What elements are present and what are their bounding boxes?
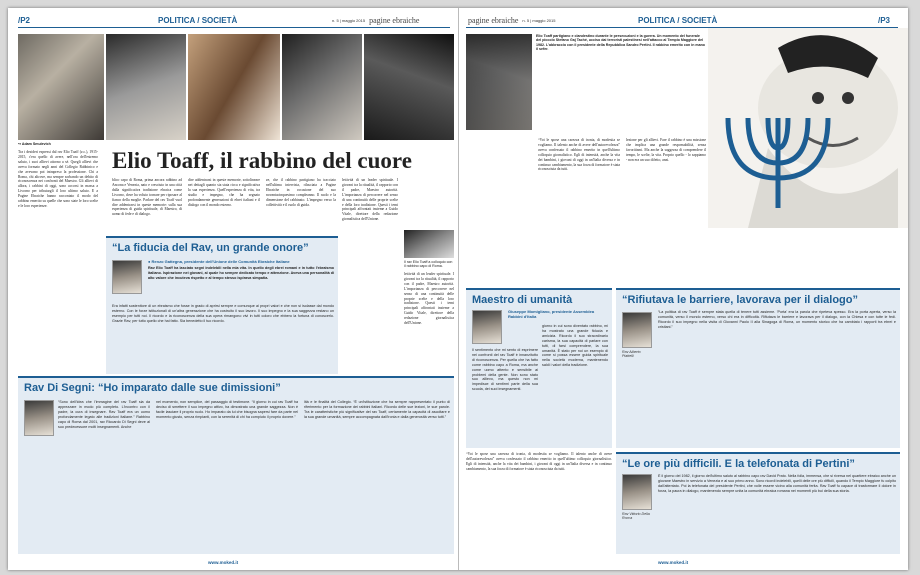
box-dellarocca-title: “Le ore più difficili. E la telefonata di Pertini” [622, 458, 855, 470]
article-intro-col1: Tra i desideri espressi dal rav Elio Toaff (z.c.), 1915-2015, c'era quello di avere, nell'ora dell'estremo saluto, i suoi allievi attorno a sé. Quegli allievi che aveva formato negli anni del Collegio Rabbinico e che avevano poi intrapreso la professione. Chi a Roma, chi altrove, ma sempre sorbando un debito di riconoscenza nei confronti del Maestro. Gli allievi di allora, i rabbini di oggi, sono accorsi in massa a Livorno per tributargli il loro ultimo saluto. E a Pagine Ebraiche hanno raccontato il modo del rabbino emerito su quelle che sono state le loro scelte e le loro esperienze. [18, 150, 98, 208]
left-footer-url[interactable]: www.moked.it [208, 560, 239, 565]
photo-toaff-hat [282, 34, 362, 140]
photo-toaff-portrait [106, 34, 186, 140]
inset-photo [404, 230, 454, 258]
article-title: Elio Toaff, il rabbino del cuore [112, 148, 412, 173]
menorah-illustration-icon [708, 28, 908, 228]
inset-photo-caption: Il rav Elio Toaff a colloquio con il rabbino capo di Roma. [404, 260, 453, 269]
right-footer-url[interactable]: www.moked.it [658, 560, 689, 565]
right-photo-caption: Elio Toaff partigiano e clandestino durante le persecuzioni e la guerra. Un momento del funerale del piccolo Stefano Gaj Taché, ucciso dai terroristi palestinesi nell'attacco al Tempio Maggiore del 1982. L'abbraccio con il presidente della Repubblica Sandro Pertini. Il rabbino emerito con in mano il sefer. [536, 34, 706, 52]
portrait-disegni [24, 400, 54, 436]
right-page-number: /P3 [878, 15, 891, 25]
portrait-gattegna [112, 260, 142, 294]
box-momigliano-byline: Giuseppe Momigliano, presidente Assemblea Rabbini d'Italia [508, 309, 595, 319]
portrait-momigliano [472, 310, 502, 344]
portrait-piattelli [622, 312, 652, 348]
page-spine [458, 8, 459, 570]
left-page-number: /P2 [18, 15, 31, 25]
right-masthead: pagine ebraiche n. 5 | maggio 2015 [468, 15, 556, 25]
box-piattelli-body: “La politica di rav Toaff è sempre stata quella di tenere tutti assieme. 'Porta' era la parola che ripeteva spesso. Era la porta aperta, verso la comunità, verso il mondo esterno, verso chi era in difficoltà. Rifiutava le barriere e lavorava per il dialogo, con la Chiesa e con tutte le fedi. Ricordo il suo impegno nella visita di Giovanni Paolo II alla Sinagoga di Roma, un momento storico che ha cambiato i rapporti tra ebrei e cristiani.” [658, 310, 896, 329]
right-col-b: lezione per gli allievi. Fare il rabbino è una missione che implica una grande responsabilità, senza favoritismi. Ma anche la saggezza di comprendere il tempo, le scelte, la vita. Proprio quello - lo sappiamo - non era un suo difetto, anzi. [626, 138, 706, 162]
right-col-a: “Voi le spose una carezza di ironia, di modestia se vogliamo. Il talento anche di avere dell'autorevolezza” aveva confessato il rabbino emerito in quell'ultimo colloquio giornalistico. Egli di intensità, anche la vita dei bambini, i giovani di oggi in un'Italia diversa e in continuo cambiamento, la sua forza di formatore è stata riconosciuta da tutti. [538, 138, 620, 172]
box-disegni-col1: “Sono dell'idea che l'immagine del rav Toaff sia da apprezzare in modo più completo. L'incontro con il padre, la cura di insegnare. Rav Toaff era un uomo profondamente legato alle tradizioni italiane.” Rabbino capo di Roma dal 2001, rav Riccardo Di Segni deve al suo predecessore molti insegnamenti. Anche [58, 400, 150, 429]
box-disegni-title: Rav Di Segni: “Ho imparato dalle sue dimissioni” [24, 382, 281, 394]
box-gattegna-title: “La fiducia del Rav, un grande onore” [112, 242, 309, 254]
box-disegni-col3: lità e le finalità del Collegio. “È un'istituzione che ha sempre rappresentato il punto di riferimento per la formazione dei rabbini italiani. Ricordo delle sue lezioni, le sue parole. Tra le caratteristiche più significative del rav Toaff, certamente la capacità di ascoltare e la sua grande umanità, sempre accompagnata dall'ironia e dalla generosità verso tutti.” [304, 400, 450, 419]
left-masthead: n. 5 | maggio 2015 pagine ebraiche [332, 15, 420, 25]
portrait-piattelli-caption: Rav Alberto Piattelli [622, 350, 641, 359]
photo-author-credit: ↪ Adam Smulevich [18, 142, 51, 146]
box-dellarocca-body: È il giorno del 1982, il giorno dell'ultimo saluto al rabbino capo rav David Prato. Nella folla, immensa, che si riversa nel quartiere ebraico anche un giovane Maestro in servizio a Venezia e al suo primo anno. Sono ricordi indelebili, quelli delle ore più difficili, quando il Tempio Maggiore fu colpito dall'attentato. Poi la telefonata del presidente Pertini, che volle essere vicino alla comunità ferita. Rav Toaff fu capace di trasformare il dolore in forza, la paura in dialogo, mantenendo sempre unita la comunità ebraica romana nei momenti più bui della sua storia. [658, 474, 896, 493]
box-momigliano-col2: giorno in cui sono diventato rabbino, mi ha mostrato una grande fiducia e amicizia. Ricordo il suo straordinario carisma, la sua capacità di parlare con tutti, di farsi comprendere, la sua umanità. È stato per noi un esempio di come si possa essere guida spirituale nella società moderna, mantenendo saldi i valori della tradizione. [542, 324, 608, 368]
photo-toaff-child [188, 34, 280, 140]
article-col4: ze, che il rabbino partigiano ha tracciato nell'ultima intervista, rilasciata a Pagine Ebraiche in occasione del suo novantacinquesimo compleanno. Il ruolo e la dimensione del rabbinato. L'impegno verso la collettività e il ruolo di guida. [266, 178, 336, 207]
article-col6: lettività di un leader spirituale. I giovani tra la ritualità, il rapporto con il padre, Maestro autorità. L'importanza di percorrere nel senso di una continuità delle proprie scelte e della loro tradizione. Questi i temi principali affrontati insieme a Guido Vitale, direttore della redazione giornalistica dell'Unione. [404, 272, 454, 326]
box-gattegna-byline: ● Renzo Gattegna, presidente dell'Unione delle Comunità Ebraiche Italiane [148, 259, 290, 264]
newspaper-spread [8, 8, 908, 570]
portrait-dellarocca [622, 474, 652, 510]
left-header-rule [18, 27, 450, 28]
photo-crowd [364, 34, 454, 140]
left-section-label: POLITICA / SOCIETÀ [158, 15, 238, 25]
box-piattelli-title: “Rifiutava le barriere, lavorava per il dialogo” [622, 294, 858, 306]
box-gattegna-lead: Rav Elio Toaff ha lasciato segni indelebili nella mia vita. In quello degli ebrei romani e in tutto l'ebraismo italiano. Ispirazione nei giovani, al quale ho sempre dedicato tempo e attenzione. Aveva una personalità di alto valore che incuteva rispetto e al tempo stesso ispirava simpatia. [148, 266, 334, 280]
right-col-c: “Voi le spose una carezza di ironia, di modestia se vogliamo. Il talento anche di avere dell'autorevolezza” aveva confessato il rabbino emerito in quell'ultimo colloquio giornalistico. Egli di intensità, anche la vita dei bambini, i giovani di oggi in un'Italia diversa e in continuo cambiamento, la sua forza di formatore è stata riconosciuta da tutti. [466, 452, 612, 471]
box-gattegna-body: Era infatti sostenitore di un ebraismo che fosse in grado di aprirsi sempre e comunque ai propri valori e che non si isolasse dal mondo esterno. Con le forze istituzionali di un'altra generazione che ha costruito il suo lavoro. Il suo impegno e la sua saggezza restano un esempio per tutti noi. Il ricordo e la riconoscenza della sua opera rimangono vivi in tutti coloro che ebbero la fortuna di conoscerlo. Grazie Rav, per tutto quello che hai fatto. Sia benedetto il tuo ricordo. [112, 304, 334, 323]
article-col2: blico capo di Roma, prima ancora rabbino ad Ancona e Venezia, nato e cresciuto in una città dalla significativa tradizione ebraica come Livorno, dove ha voluto tornare per riposare al fianco della moglie. Parlare del rav Toaff vuol dire addentrarsi in queste memorie: sulla sua esperienza di guida spirituale, di Maestro, di uomo di fede e di dialogo. [112, 178, 182, 217]
box-disegni-col2: nel momento, non semplice, del passaggio di testimone. “Il giorno in cui rav Toaff ha deciso di smettere il suo impegno attivo, ha dimostrato una grande saggezza. Non è facile lasciare il proprio ruolo. Ho imparato da lui che bisogna sapersi fare da parte nel momento giusto, senza rimpianti, con la serenità di chi ha compiuto il proprio dovere.” [156, 400, 298, 419]
article-col5: lettività di un leader spirituale. I giovani tra la ritualità, il rapporto con il padre, Maestro autorità. L'importanza di percorrere nel senso di una continuità delle proprie scelte e della loro tradizione. Questi i temi principali affrontati insieme a Guido Vitale, direttore della redazione giornalistica dell'Unione. [342, 178, 398, 222]
portrait-dellarocca-caption: Rav Vittorio Della Rocca [622, 512, 650, 521]
article-col3: dire addentrarsi in queste memorie, sottolineare nei dettagli quanto sia stata ricca e significativa la sua esperienza. Quell'esperienza di vita, tra studio e impegno, che ha segnato profondamente generazioni di ebrei italiani e il dialogo con il mondo esterno. [188, 178, 260, 207]
photo-toaff-old [18, 34, 104, 140]
box-momigliano-col1: Il sentimento che mi sento di esprimere nei confronti del rav Toaff è innanzitutto di riconoscenza. Per quella che ha fatto come rabbino capo a Roma, ma anche come uomo attento e sensibile ai problemi della gente. Non sono stato suo allievo, ma questo non mi impedisce di sentirmi parte della sua scuola, dei suoi insegnamenti. [472, 348, 538, 392]
right-section-label: POLITICA / SOCIETÀ [638, 15, 718, 25]
illustration-toaff-menorah [708, 28, 908, 228]
photo-funeral [466, 34, 532, 130]
box-momigliano-title: Maestro di umanità [472, 294, 573, 306]
